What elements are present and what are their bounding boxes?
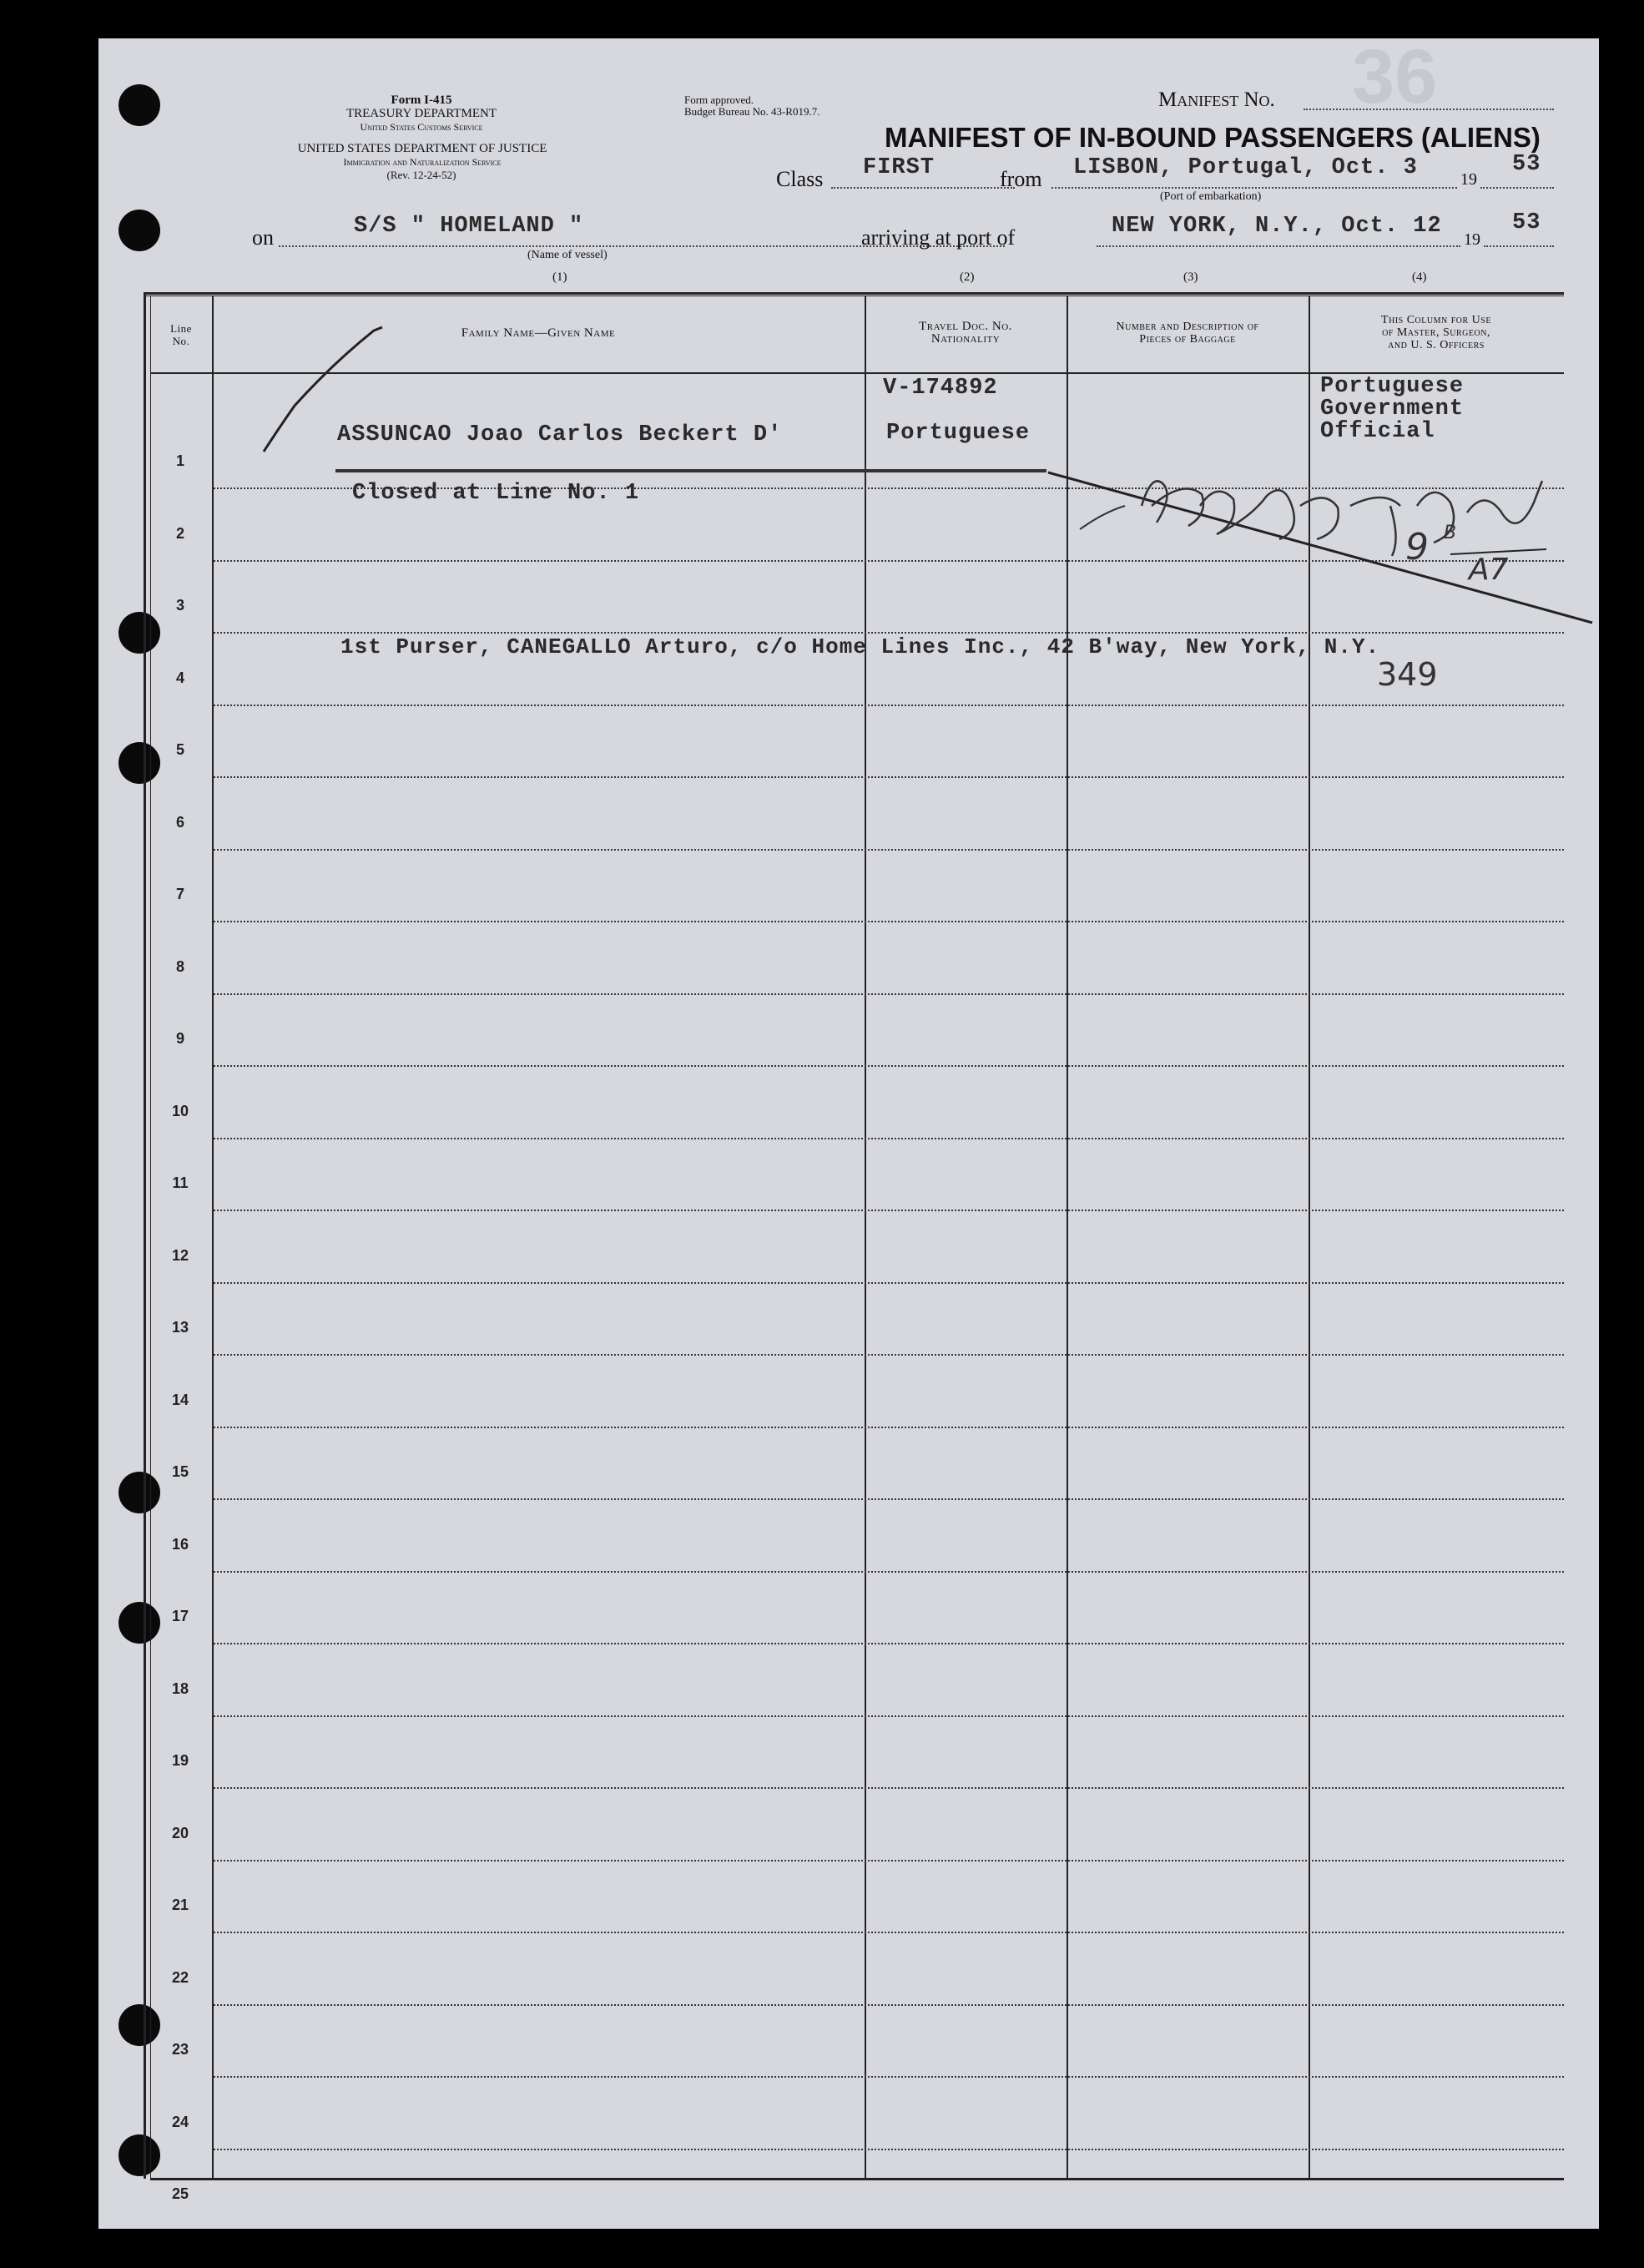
column-number-1: (1): [552, 270, 567, 284]
row-separator: [214, 1354, 1564, 1356]
punch-hole: [119, 2134, 160, 2176]
line-number: 9: [175, 1030, 184, 1047]
class-value: FIRST: [863, 155, 935, 180]
line-number: 1: [175, 452, 184, 469]
manifest-page: [98, 34, 1599, 2229]
from-label: from: [1000, 167, 1042, 191]
header-officers-label: of Master, Surgeon,: [1382, 326, 1490, 339]
on-label: on: [252, 225, 274, 250]
line-number: 20: [171, 1824, 189, 1841]
line-number: 18: [171, 1680, 189, 1697]
row-separator: [214, 1065, 1564, 1067]
handwritten-signature: [1142, 481, 1542, 556]
header-baggage-label: Pieces of Baggage: [1139, 333, 1236, 346]
line-number: 19: [171, 1752, 189, 1769]
row-separator: [214, 2149, 1564, 2150]
punch-hole: [119, 1602, 160, 1644]
line-number: 21: [171, 1897, 189, 1913]
handwritten-fraction-top: 9: [1405, 526, 1429, 568]
line-number: 6: [175, 813, 184, 831]
closed-at-line: Closed at Line No. 1: [352, 481, 640, 506]
line-number: 22: [171, 1968, 189, 1986]
line-number: 11: [172, 1174, 189, 1191]
justice-department: UNITED STATES DEPARTMENT OF JUSTICE: [297, 142, 547, 155]
header-officers-label: and U. S. Officers: [1388, 339, 1485, 351]
arriving-year: 53: [1512, 210, 1541, 235]
row1-nationality: Portuguese: [886, 421, 1031, 446]
table-bottom-border: [150, 2178, 1564, 2180]
row-separator: [214, 1643, 1564, 1644]
header-baggage-label: Number and Description of: [1116, 321, 1259, 333]
class-label: Class: [776, 167, 824, 191]
row-separator: [214, 993, 1564, 995]
manifest-no-stamp: 36: [1352, 34, 1438, 119]
line-number: 16: [171, 1535, 189, 1553]
line-number: 8: [175, 957, 184, 975]
header-travel-doc-label: Travel Doc. No.: [919, 320, 1012, 333]
header-line-no-label: Line: [170, 322, 192, 335]
row-separator: [214, 1498, 1564, 1500]
line-number: 7: [175, 886, 184, 902]
from-year-prefix: 19: [1460, 170, 1477, 189]
column-number-4: (4): [1412, 270, 1427, 284]
form-approved: Form approved.: [684, 93, 754, 106]
revision: (Rev. 12-24-52): [386, 169, 456, 181]
line-number: 2: [175, 524, 184, 542]
from-value: LISBON, Portugal, Oct. 3: [1073, 155, 1418, 180]
line-number: 5: [175, 741, 184, 758]
row-separator: [214, 2076, 1564, 2078]
row-separator: [214, 1210, 1564, 1211]
punch-hole: [119, 2004, 160, 2046]
row-separator: [214, 921, 1564, 922]
line-number: 12: [171, 1246, 189, 1264]
arriving-label: arriving at port of: [861, 225, 1016, 250]
header-nationality-label: Nationality: [930, 332, 1001, 346]
manifest-no-label: Manifest No.: [1158, 88, 1275, 111]
vessel-value: S/S " HOMELAND ": [354, 214, 584, 239]
header-line-no-label: No.: [172, 335, 190, 347]
budget-bureau: Budget Bureau No. 43-R019.7.: [684, 105, 820, 118]
handwritten-fraction-superscript: B: [1444, 523, 1457, 543]
row1-name: ASSUNCAO Joao Carlos Beckert D': [337, 422, 783, 447]
treasury-department: TREASURY DEPARTMENT: [345, 107, 497, 120]
row-separator: [214, 1787, 1564, 1789]
row-separator: [214, 1138, 1564, 1139]
column-number-3: (3): [1183, 270, 1198, 284]
row1-officer-note-line: Official: [1320, 419, 1435, 444]
row-separator: [214, 1932, 1564, 1933]
diagonal-cancel-line: [1048, 472, 1592, 623]
punch-hole: [119, 1472, 160, 1513]
row-separator: [214, 1860, 1564, 1861]
handwritten-number: 349: [1377, 656, 1438, 693]
port-embarkation-label: (Port of embarkation): [1160, 190, 1262, 203]
line-number: 23: [171, 2041, 189, 2058]
form-number: Form I-415: [391, 93, 452, 107]
ins-service: Immigration and Naturalization Service: [343, 156, 502, 168]
header-family-name: Family Name—Given Name: [461, 326, 616, 340]
line-number: 17: [171, 1608, 189, 1624]
row-separator: [214, 1282, 1564, 1284]
row-separator: [214, 1715, 1564, 1717]
customs-service: United States Customs Service: [360, 121, 483, 133]
line-number: 25: [171, 2185, 189, 2202]
arriving-year-prefix: 19: [1464, 230, 1480, 249]
row-separator: [214, 1571, 1564, 1573]
line-number: 15: [171, 1463, 189, 1480]
row1-officer-note-line: Government: [1320, 397, 1465, 422]
from-year: 53: [1512, 152, 1541, 177]
line-number: 10: [171, 1102, 189, 1119]
column-number-2: (2): [960, 270, 975, 284]
tick-mark-stroke: [264, 327, 382, 452]
row-separator: [214, 2004, 1564, 2006]
line-number: 4: [175, 669, 184, 686]
signature-overlay: [98, 38, 1599, 873]
line-number: 3: [175, 597, 184, 614]
row1-officer-note-line: Portuguese: [1320, 374, 1465, 399]
row-separator: [214, 1427, 1564, 1428]
handwritten-fraction-bottom: A7: [1469, 553, 1509, 587]
vessel-label: (Name of vessel): [527, 249, 608, 261]
manifest-title: MANIFEST OF IN-BOUND PASSENGERS (ALIENS): [885, 122, 1541, 153]
line-number: 14: [171, 1391, 189, 1408]
signature-flourish: [1080, 506, 1125, 529]
line-number: 13: [171, 1319, 189, 1336]
row1-travel-doc: V-174892: [883, 376, 998, 401]
line-number: 24: [171, 2113, 189, 2130]
purser-line: 1st Purser, CANEGALLO Arturo, c/o Home Lines Inc., 42 B'way, New York, N.Y.: [340, 634, 1380, 659]
header-officers-label: This Column for Use: [1381, 314, 1491, 326]
arriving-value: NEW YORK, N.Y., Oct. 12: [1112, 214, 1442, 239]
